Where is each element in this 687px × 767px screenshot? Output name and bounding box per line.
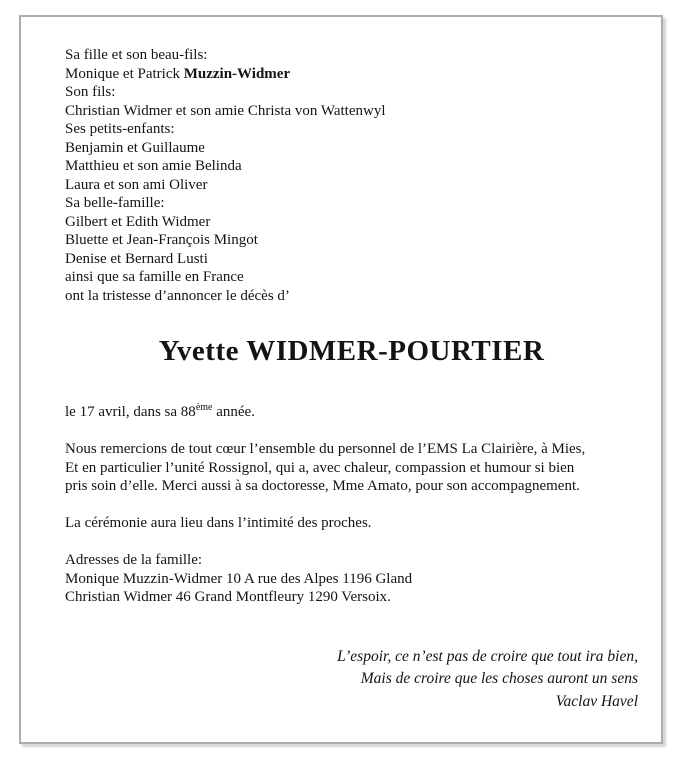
family-member-line: Laura et son ami Oliver xyxy=(65,176,208,193)
family-member-line: Bluette et Jean-François Mingot xyxy=(65,232,258,248)
death-date-suffix: année. xyxy=(212,404,255,420)
family-member-line xyxy=(65,65,638,84)
thanks-line: Nous remercions de tout cœur l’ensemble du personnel de l’EMS La Clairière, à Mies, xyxy=(65,441,586,457)
quote-attribution: Vaclav Havel xyxy=(555,692,638,710)
obituary-notice-page xyxy=(19,15,663,744)
family-relation-label: Sa belle-famille: xyxy=(65,195,165,211)
thanks-line: Et en particulier l’unité Rossignol, qui a, avec chaleur, compassion et humour si bien xyxy=(65,459,575,476)
deceased-name-title: Yvette WIDMER-POURTIER xyxy=(158,335,545,367)
thanks-line: pris soin d’elle. Merci aussi à sa doctoresse, Mme Amato, pour son accompagnement. xyxy=(65,478,580,494)
ordinal-superscript: ème xyxy=(195,402,213,413)
family-member-bold-name: Muzzin-Widmer xyxy=(183,65,291,82)
family-member-line: Gilbert et Edith Widmer xyxy=(65,213,211,230)
ceremony-notice-line: La cérémonie aura lieu dans l’intimité des proches. xyxy=(65,515,372,531)
family-relation-label: Son fils: xyxy=(65,84,116,100)
announcement-lead-line: ont la tristesse d’annoncer le décès d’ xyxy=(65,287,290,304)
quote-line: L’espoir, ce n’est pas de croire que tout ira bien, xyxy=(337,647,638,665)
memorial-quote xyxy=(65,646,638,714)
family-announcement-list xyxy=(65,46,638,305)
death-date-prefix: le 17 avril, dans sa 88 xyxy=(65,404,196,420)
address-line: Christian Widmer 46 Grand Montfleury 1290 Versoix. xyxy=(65,589,391,605)
family-member-line: ainsi que sa famille en France xyxy=(65,269,244,285)
family-member-line: Matthieu et son amie Belinda xyxy=(65,158,242,174)
address-line: Monique Muzzin-Widmer 10 A rue des Alpes 1196 Gland xyxy=(65,570,413,587)
family-addresses xyxy=(65,551,638,607)
quote-line: Mais de croire que les choses auront un sens xyxy=(360,670,638,687)
addresses-heading: Adresses de la famille: xyxy=(65,552,203,568)
family-relation-label: Sa fille et son beau-fils: xyxy=(65,47,208,63)
family-member-line: Christian Widmer et son amie Christa von Wattenwyl xyxy=(65,102,386,119)
family-member-line: Denise et Bernard Lusti xyxy=(65,250,208,267)
death-date-line xyxy=(65,403,638,422)
thanks-paragraph xyxy=(65,440,638,496)
family-relation-label: Ses petits-enfants: xyxy=(65,121,175,137)
family-member-line: Benjamin et Guillaume xyxy=(65,139,205,156)
family-member-prefix: Monique et Patrick xyxy=(65,65,184,82)
